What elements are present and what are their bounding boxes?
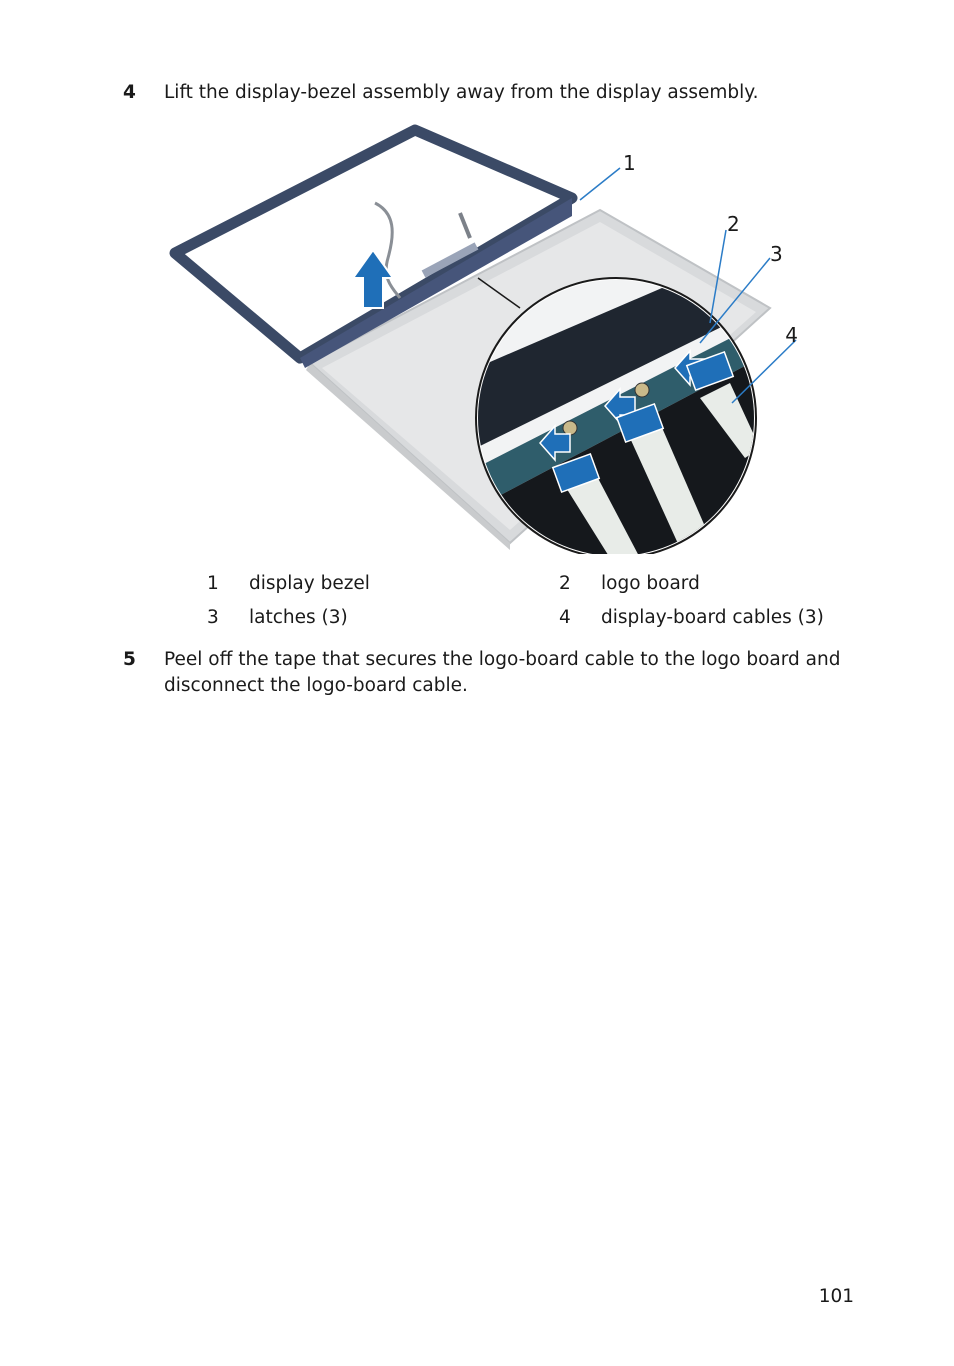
legend-number: 4 [559, 607, 571, 628]
step-text: Lift the display-bezel assembly away from the display assembly. [164, 82, 759, 103]
callout-3: 3 [770, 242, 783, 266]
callout-1: 1 [623, 151, 636, 175]
callout-2: 2 [727, 212, 740, 236]
legend-label: logo board [601, 573, 700, 594]
step-number: 4 [123, 82, 136, 103]
page-number: 101 [818, 1286, 854, 1307]
callout-4: 4 [785, 323, 798, 347]
legend-label: display bezel [249, 573, 370, 594]
legend-number: 3 [207, 607, 219, 628]
legend-number: 2 [559, 573, 571, 594]
legend-label: display-board cables (3) [601, 607, 824, 628]
legend-label: latches (3) [249, 607, 348, 628]
cable [460, 213, 470, 238]
legend-number: 1 [207, 573, 219, 594]
step-text: Peel off the tape that secures the logo-board cable to the logo board and disconnect the logo-board cable. [164, 649, 841, 696]
step-number: 5 [123, 649, 136, 670]
display-bezel-illustration [160, 118, 800, 554]
